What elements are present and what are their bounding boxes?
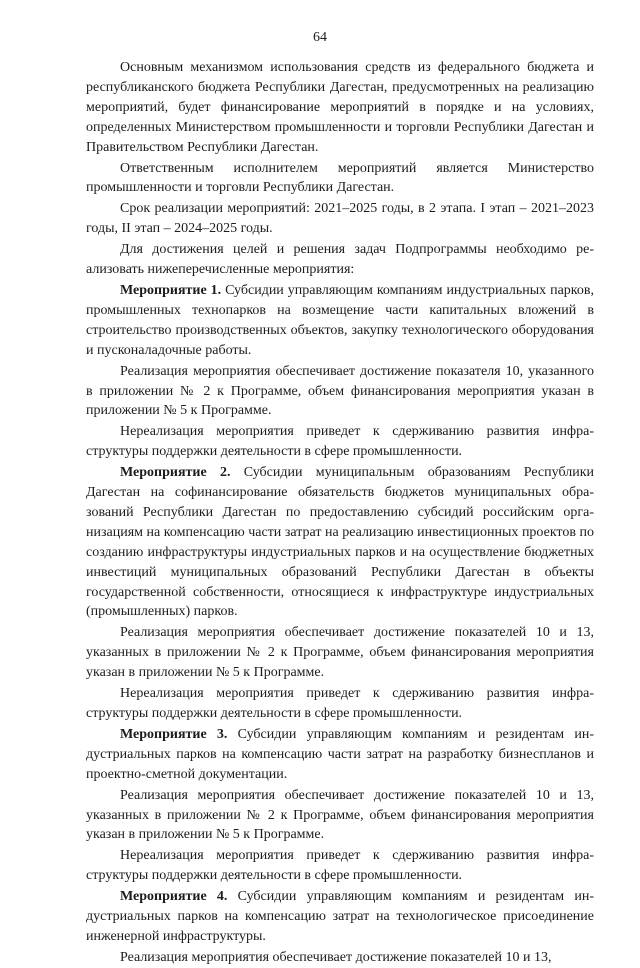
measure-paragraph	[86, 281, 594, 361]
paragraph	[86, 623, 594, 683]
paragraph	[86, 362, 594, 422]
page-number: 64	[313, 30, 327, 45]
paragraph-text: Реализация мероприятия обеспечивает достижение показателей 10 и 13,	[120, 949, 552, 965]
paragraph	[86, 240, 594, 280]
paragraph-text: Нереализация мероприятия приведет к сдерживанию развития инфраструктуры поддержки деятельности в сфере промышленности.	[86, 686, 594, 721]
paragraph-text: Для достижения целей и решения задач Подпрограммы необходимо реализовать нижеперечисленные мероприятия:	[86, 242, 594, 278]
measure-paragraph	[86, 725, 594, 785]
paragraph	[86, 948, 594, 968]
measure-title: Мероприятие 4.	[120, 889, 228, 905]
paragraph	[86, 159, 594, 199]
paragraph-text: Реализация мероприятия обеспечивает достижение показателей 10 и 13, указанных в приложении № 2 к Программе, объем финансирования мероприятия указан в приложении № 5 к Программе.	[86, 787, 594, 843]
paragraph-text: Нереализация мероприятия приведет к сдерживанию развития инфраструктуры поддержки деятельности в сфере промышленности.	[86, 424, 594, 460]
paragraph-text: Срок реализации мероприятий: 2021–2025 годы, в 2 этапа. I этап – 2021–2023 годы, II этап – 2024–2025 годы.	[86, 201, 594, 237]
paragraph-text: Основным механизмом использования средств из федерального бюджета и республиканского бюджета Республики Дагестан, предусмотренных на реализацию мероприятий, будет финансирование мероприятий в порядке и на условиях, определенных Министерством промышленности и торговли Республики Дагестан и Правительством Республики Дагестан.	[86, 60, 594, 155]
measure-title: Мероприятие 2.	[120, 465, 231, 481]
paragraph-text: Нереализация мероприятия приведет к сдерживанию развития инфраструктуры поддержки деятельности в сфере промышленности.	[86, 848, 594, 884]
paragraph	[86, 786, 594, 846]
paragraph	[86, 684, 594, 724]
paragraph	[86, 846, 594, 886]
measure-title: Мероприятие 1.	[120, 282, 222, 298]
measure-paragraph	[86, 887, 594, 947]
paragraph-text: Субсидии управляющим компаниям индустриальных парков, промышленных технопарков на возмещение части капитальных вложений в строительство производственных объектов, закупку технологического оборудования и пусконаладочные работы.	[86, 282, 594, 358]
measure-paragraph	[86, 463, 594, 622]
paragraph-text: Субсидии управляющим компаниям и резидентам индустриальных парков на компенсацию части затрат на разработку бизнеспланов и проектно-сметной документации.	[86, 726, 595, 782]
paragraph	[86, 422, 594, 462]
document-body	[86, 58, 594, 968]
paragraph	[86, 58, 594, 158]
paragraph	[86, 199, 594, 239]
paragraph-text: Субсидии муниципальным образованиям Республики Дагестан на софинансирование обязательств бюджетов муниципальных образований Республики Дагестан по предоставлению субсидий российским организациям на компенсацию части затрат на реализацию инвестиционных проектов по созданию инфраструктуры индустриальных парков и на осуществление бюджетных инвестиций муниципальных образований Республики Дагестан в объекты государственной собственности, относящиеся к инфраструктуре индустриальных (промышленных) парков.	[86, 465, 594, 620]
measure-title: Мероприятие 3.	[120, 726, 228, 742]
paragraph-text: Реализация мероприятия обеспечивает достижение показателей 10 и 13, указанных в приложении № 2 к Программе, объем финансирования мероприятия указан в приложении № 5 к Программе.	[86, 625, 594, 681]
paragraph-text: Субсидии управляющим компаниям и резидентам индустриальных парков на компенсацию затрат на технологическое присоединение инженерной инфраструктуры.	[86, 889, 595, 944]
paragraph-text: Реализация мероприятия обеспечивает достижение показателя 10, указанного в приложении № 2 к Программе, объем финансирования мероприятия указан в приложении № 5 к Программе.	[86, 363, 594, 419]
paragraph-text: Ответственным исполнителем мероприятий является Министерство промышленности и торговли Республики Дагестан.	[86, 160, 594, 196]
